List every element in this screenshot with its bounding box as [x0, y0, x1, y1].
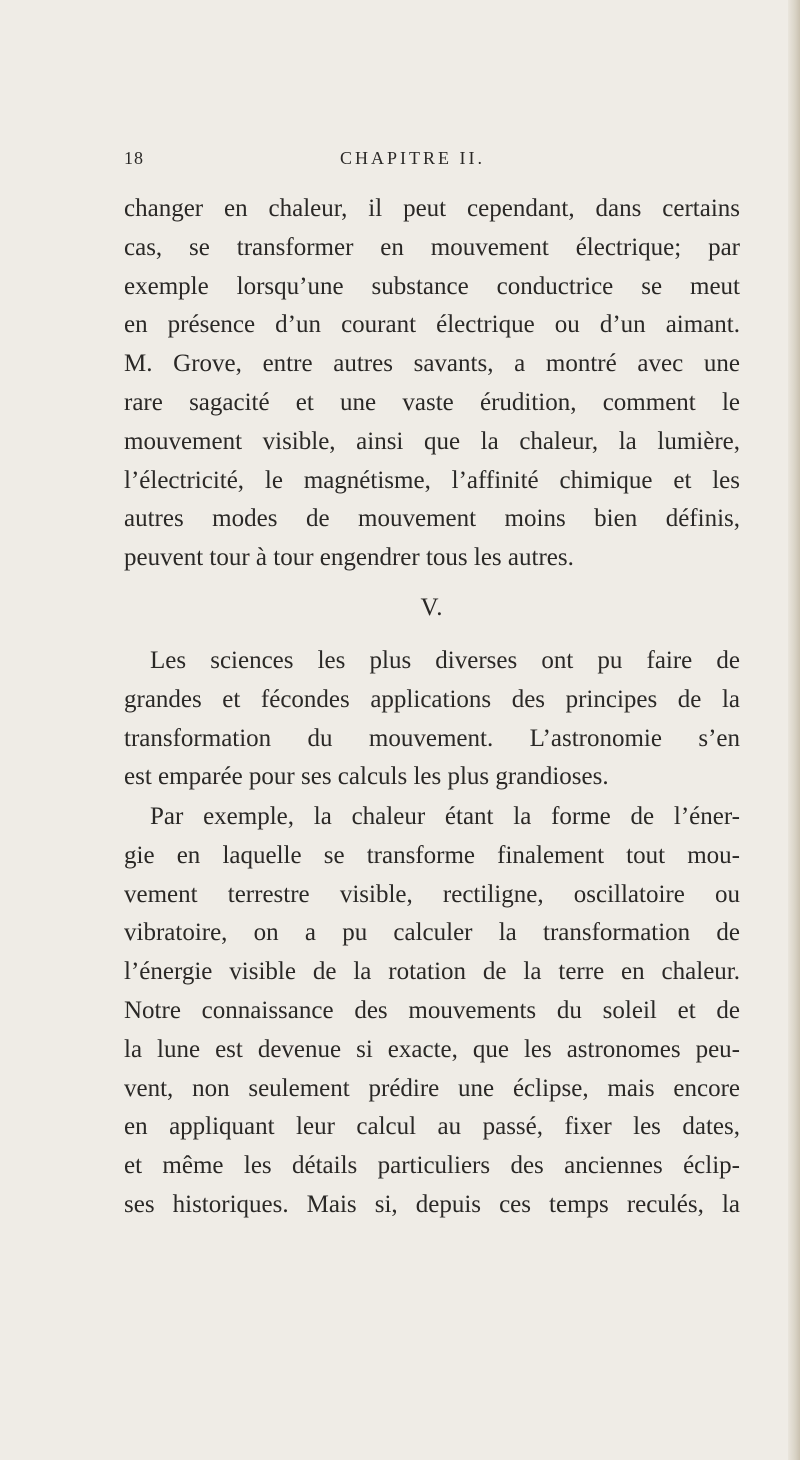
text-line: en présence d’un courant électrique ou d’un aimant.	[124, 311, 740, 339]
text-line: Notre connaissance des mouvements du soleil et de	[124, 996, 740, 1024]
text-line: en appliquant leur calcul au passé, fixer les dates,	[124, 1113, 740, 1141]
text-line: M. Grove, entre autres savants, a montré avec une	[124, 350, 740, 378]
page-edge	[788, 0, 800, 1460]
text-line: et même les détails particuliers des anciennes éclip-	[124, 1152, 740, 1180]
text-line: cas, se transformer en mouvement électrique; par	[124, 233, 740, 261]
running-head	[124, 148, 740, 172]
text-line: la lune est devenue si exacte, que les astronomes peu-	[124, 1035, 740, 1063]
text-line: Par exemple, la chaleur étant la forme de l’éner-	[150, 803, 740, 830]
text-line: changer en chaleur, il peut cependant, dans certains	[124, 195, 740, 222]
text-line: l’électricité, le magnétisme, l’affinité chimique et les	[124, 466, 740, 494]
paragraph-3	[124, 798, 740, 1225]
text-line: vement terrestre visible, rectiligne, oscillatoire ou	[124, 880, 740, 908]
text-line: mouvement visible, ainsi que la chaleur, la lumière,	[124, 427, 740, 455]
paragraph-2	[124, 642, 740, 797]
text-line: peuvent tour à tour engendrer tous les autres.	[124, 544, 574, 572]
text-line: est emparée pour ses calculs les plus grandioses.	[124, 763, 609, 791]
text-line: transformation du mouvement. L’astronomie s’en	[124, 724, 740, 752]
page-number: 18	[124, 148, 144, 168]
text-line: vent, non seulement prédire une éclipse, mais encore	[124, 1074, 740, 1102]
chapter-title: CHAPITRE II.	[340, 148, 485, 168]
text-line: autres modes de mouvement moins bien définis,	[124, 505, 740, 533]
text-line: l’énergie visible de la rotation de la terre en chaleur.	[124, 958, 740, 986]
text-line: grandes et fécondes applications des principes de la	[124, 685, 740, 713]
paragraph-1	[124, 190, 740, 578]
section-heading: V.	[420, 594, 444, 621]
text-line: ses historiques. Mais si, depuis ces temps reculés, la	[124, 1190, 740, 1218]
text-line: rare sagacité et une vaste érudition, comment le	[124, 388, 740, 416]
text-line: gie en laquelle se transforme finalement tout mou-	[124, 841, 740, 869]
text-line: Les sciences les plus diverses ont pu faire de	[150, 647, 740, 674]
text-line: vibratoire, on a pu calculer la transformation de	[124, 919, 740, 947]
text-line: exemple lorsqu’une substance conductrice se meut	[124, 272, 740, 300]
